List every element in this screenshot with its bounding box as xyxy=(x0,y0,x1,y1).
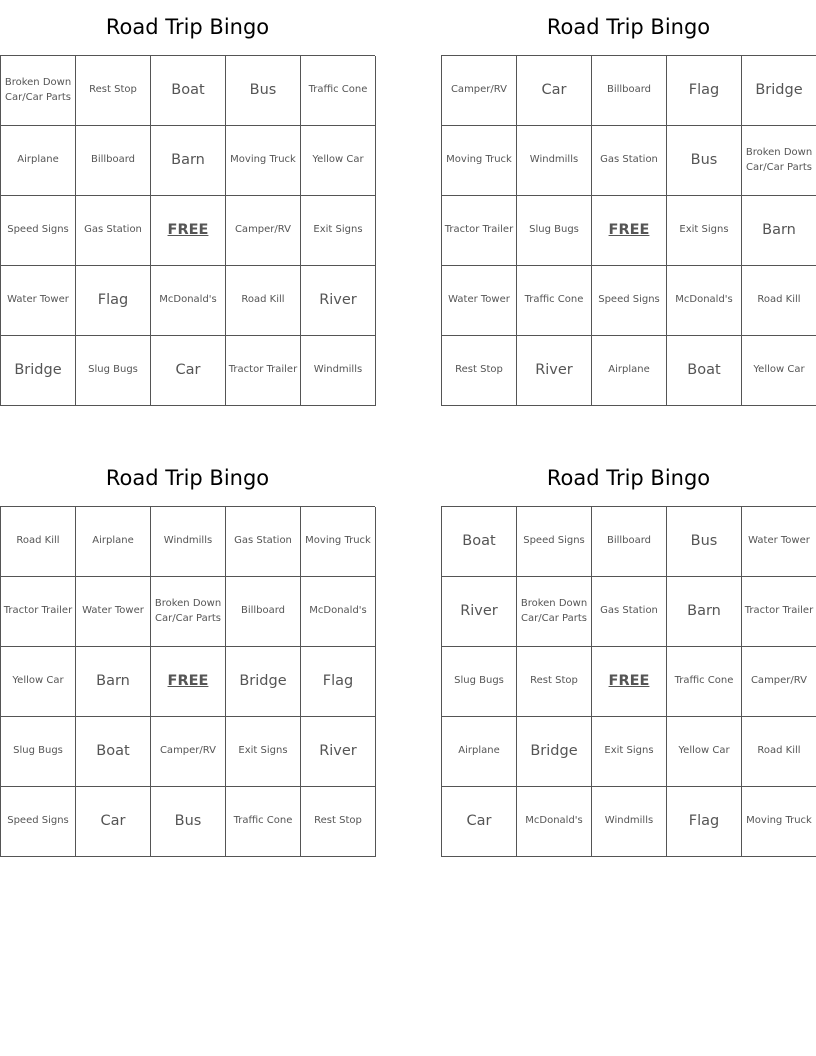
bingo-cell: Camper/RV xyxy=(742,647,816,717)
bingo-cell: Traffic Cone xyxy=(517,266,592,336)
bingo-cell: Car xyxy=(517,56,592,126)
bingo-cell: Boat xyxy=(76,717,151,787)
bingo-cell: Flag xyxy=(76,266,151,336)
bingo-cell: River xyxy=(517,336,592,406)
bingo-cell: Boat xyxy=(442,507,517,577)
bingo-cell: Speed Signs xyxy=(1,787,76,857)
bingo-card-2 xyxy=(441,0,816,406)
bingo-cell: Yellow Car xyxy=(1,647,76,717)
bingo-cell: Bus xyxy=(151,787,226,857)
bingo-cell: Boat xyxy=(667,336,742,406)
bingo-cell: Flag xyxy=(301,647,376,717)
bingo-cell: Broken Down Car/Car Parts xyxy=(1,56,76,126)
bingo-cell: Bridge xyxy=(742,56,816,126)
free-space-cell: FREE xyxy=(592,647,667,717)
bingo-cell: River xyxy=(301,717,376,787)
bingo-cell: Exit Signs xyxy=(226,717,301,787)
bingo-cell: Rest Stop xyxy=(442,336,517,406)
bingo-cell: Road Kill xyxy=(742,717,816,787)
bingo-grid xyxy=(441,55,816,406)
bingo-cell: Exit Signs xyxy=(667,196,742,266)
bingo-cell: Yellow Car xyxy=(301,126,376,196)
bingo-cell: Rest Stop xyxy=(301,787,376,857)
bingo-cell: Bus xyxy=(667,126,742,196)
bingo-cell: River xyxy=(442,577,517,647)
bingo-cell: Gas Station xyxy=(592,577,667,647)
bingo-cell: Broken Down Car/Car Parts xyxy=(742,126,816,196)
bingo-cell: Barn xyxy=(151,126,226,196)
bingo-cell: Bus xyxy=(667,507,742,577)
bingo-cell: Broken Down Car/Car Parts xyxy=(151,577,226,647)
bingo-cell: Barn xyxy=(667,577,742,647)
bingo-cell: Slug Bugs xyxy=(517,196,592,266)
bingo-cell: Camper/RV xyxy=(151,717,226,787)
bingo-cell: Barn xyxy=(742,196,816,266)
bingo-cell: Slug Bugs xyxy=(442,647,517,717)
card-title: Road Trip Bingo xyxy=(105,15,270,39)
bingo-cell: Bridge xyxy=(226,647,301,717)
bingo-cell: Camper/RV xyxy=(226,196,301,266)
bingo-cell: Speed Signs xyxy=(517,507,592,577)
bingo-cell: Traffic Cone xyxy=(226,787,301,857)
bingo-cell: Water Tower xyxy=(742,507,816,577)
bingo-cell: Bridge xyxy=(517,717,592,787)
bingo-grid xyxy=(441,506,816,857)
bingo-cell: Billboard xyxy=(226,577,301,647)
bingo-cell: Gas Station xyxy=(76,196,151,266)
bingo-cell: Water Tower xyxy=(442,266,517,336)
bingo-grid xyxy=(0,55,375,406)
bingo-cell: Airplane xyxy=(1,126,76,196)
bingo-cell: Tractor Trailer xyxy=(226,336,301,406)
bingo-cell: Yellow Car xyxy=(667,717,742,787)
bingo-cell: Road Kill xyxy=(226,266,301,336)
bingo-cell: Boat xyxy=(151,56,226,126)
bingo-cell: Slug Bugs xyxy=(1,717,76,787)
bingo-cell: Windmills xyxy=(517,126,592,196)
bingo-cell: Barn xyxy=(76,647,151,717)
free-space-cell: FREE xyxy=(592,196,667,266)
bingo-cell: Bus xyxy=(226,56,301,126)
bingo-cell: Flag xyxy=(667,787,742,857)
bingo-cell: Speed Signs xyxy=(1,196,76,266)
bingo-cell: Road Kill xyxy=(742,266,816,336)
bingo-cell: Car xyxy=(442,787,517,857)
bingo-card-3 xyxy=(0,451,375,857)
bingo-cell: Gas Station xyxy=(226,507,301,577)
bingo-cell: Car xyxy=(76,787,151,857)
bingo-cell: Rest Stop xyxy=(517,647,592,717)
bingo-cell: Car xyxy=(151,336,226,406)
bingo-cell: Billboard xyxy=(76,126,151,196)
bingo-cell: Moving Truck xyxy=(442,126,517,196)
free-space-cell: FREE xyxy=(151,647,226,717)
card-title: Road Trip Bingo xyxy=(546,466,711,490)
bingo-cell: Tractor Trailer xyxy=(1,577,76,647)
bingo-cell: Camper/RV xyxy=(442,56,517,126)
bingo-grid xyxy=(0,506,375,857)
card-title: Road Trip Bingo xyxy=(546,15,711,39)
bingo-cell: Tractor Trailer xyxy=(442,196,517,266)
bingo-cell: Broken Down Car/Car Parts xyxy=(517,577,592,647)
bingo-cell: McDonald's xyxy=(301,577,376,647)
bingo-cell: Airplane xyxy=(76,507,151,577)
bingo-cell: McDonald's xyxy=(667,266,742,336)
free-space-cell: FREE xyxy=(151,196,226,266)
bingo-cell: Water Tower xyxy=(76,577,151,647)
bingo-cell: Moving Truck xyxy=(742,787,816,857)
bingo-cell: Road Kill xyxy=(1,507,76,577)
bingo-cell: Moving Truck xyxy=(301,507,376,577)
bingo-cell: Windmills xyxy=(301,336,376,406)
bingo-cell: Rest Stop xyxy=(76,56,151,126)
bingo-cell: River xyxy=(301,266,376,336)
bingo-cell: Billboard xyxy=(592,56,667,126)
bingo-cell: Tractor Trailer xyxy=(742,577,816,647)
bingo-cell: Moving Truck xyxy=(226,126,301,196)
bingo-cell: Bridge xyxy=(1,336,76,406)
bingo-cell: Speed Signs xyxy=(592,266,667,336)
bingo-card-1 xyxy=(0,0,375,406)
bingo-cell: Traffic Cone xyxy=(667,647,742,717)
bingo-card-4 xyxy=(441,451,816,857)
bingo-cell: Yellow Car xyxy=(742,336,816,406)
bingo-cell: Airplane xyxy=(442,717,517,787)
bingo-cell: McDonald's xyxy=(517,787,592,857)
bingo-cell: Slug Bugs xyxy=(76,336,151,406)
bingo-cell: Traffic Cone xyxy=(301,56,376,126)
bingo-cell: Windmills xyxy=(151,507,226,577)
card-title: Road Trip Bingo xyxy=(105,466,270,490)
bingo-cell: Exit Signs xyxy=(592,717,667,787)
bingo-cell: Airplane xyxy=(592,336,667,406)
bingo-cell: Water Tower xyxy=(1,266,76,336)
bingo-cell: Windmills xyxy=(592,787,667,857)
bingo-cell: McDonald's xyxy=(151,266,226,336)
bingo-cell: Billboard xyxy=(592,507,667,577)
bingo-cell: Flag xyxy=(667,56,742,126)
bingo-cell: Gas Station xyxy=(592,126,667,196)
bingo-cell: Exit Signs xyxy=(301,196,376,266)
